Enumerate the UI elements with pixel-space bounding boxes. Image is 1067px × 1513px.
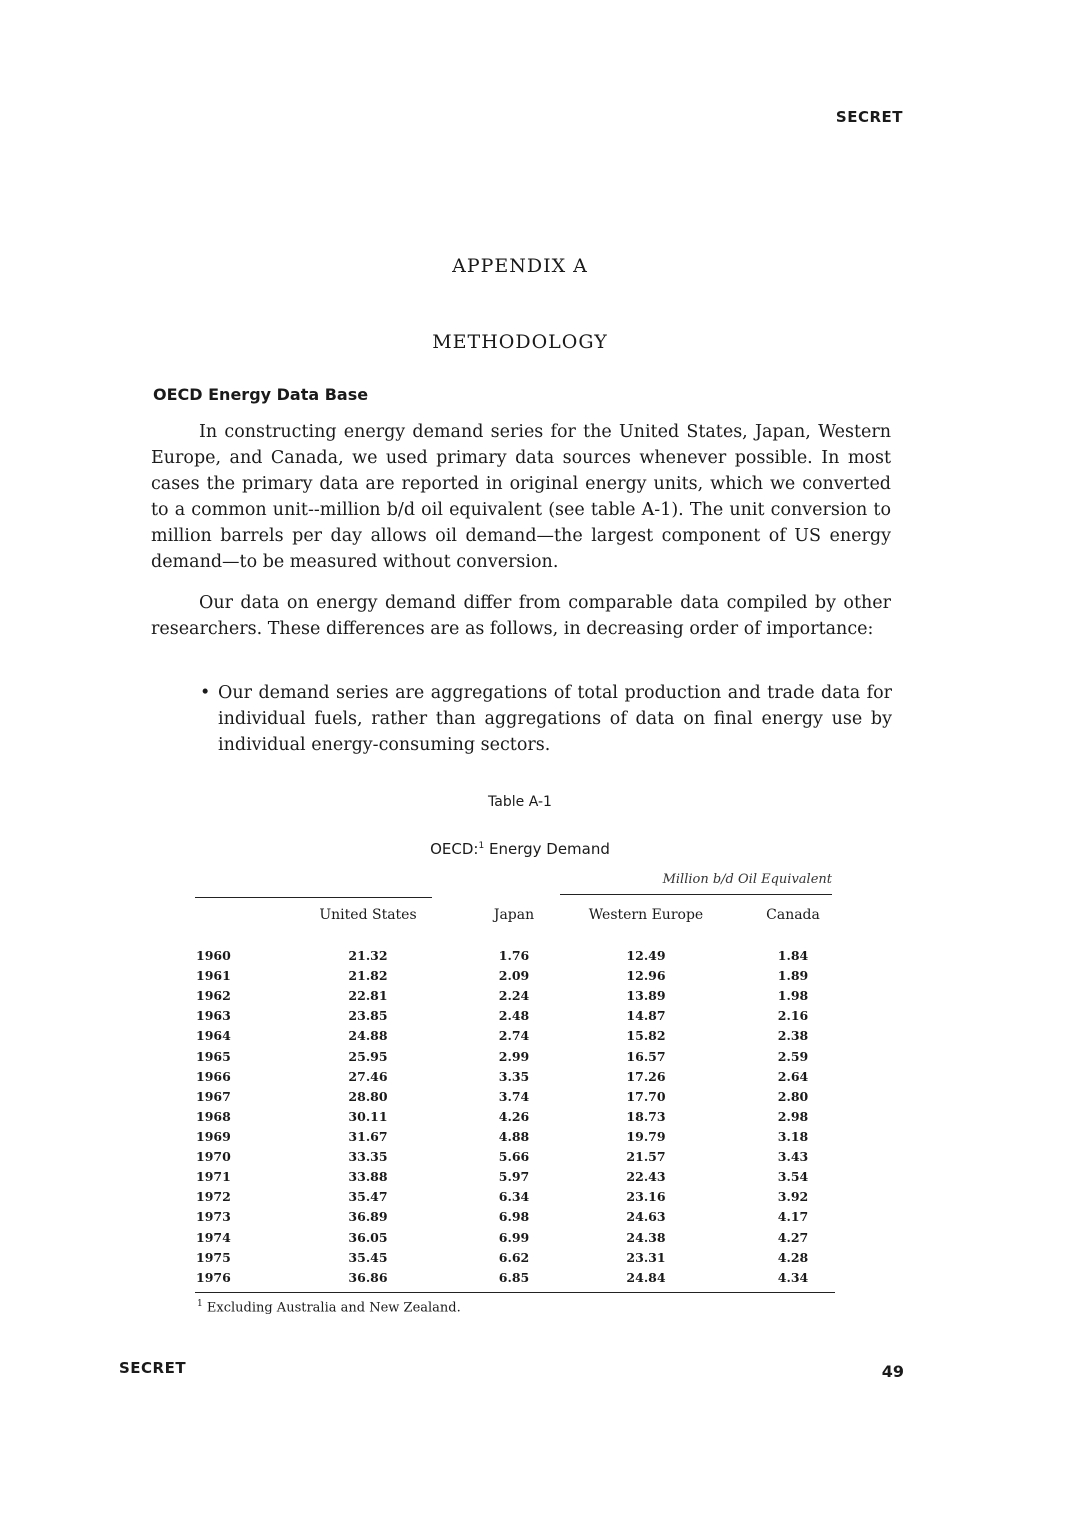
cell-year: 1962 — [196, 988, 231, 1004]
table-row — [190, 1129, 850, 1149]
footnote-mark: 1 — [197, 1299, 203, 1309]
cell-japan: 6.98 — [498, 1209, 530, 1225]
cell-japan: 3.35 — [498, 1068, 530, 1084]
cell-japan: 6.99 — [498, 1229, 530, 1245]
table-row — [190, 1089, 850, 1109]
cell-japan: 5.97 — [498, 1169, 530, 1185]
table-row — [190, 1230, 850, 1250]
cell-japan: 6.62 — [498, 1249, 530, 1265]
table-body — [190, 948, 850, 1290]
cell-japan: 1.76 — [498, 948, 530, 963]
table-row — [190, 1069, 850, 1089]
header-classification: SECRET — [835, 108, 903, 126]
table-header — [190, 907, 850, 927]
cell-united-states: 22.81 — [348, 988, 388, 1004]
cell-western-europe: 24.38 — [626, 1229, 666, 1245]
cell-united-states: 31.67 — [348, 1128, 388, 1144]
cell-japan: 2.09 — [498, 968, 530, 984]
cell-united-states: 28.80 — [348, 1088, 388, 1104]
cell-western-europe: 19.79 — [626, 1128, 666, 1144]
cell-canada: 2.38 — [777, 1028, 809, 1044]
column-header-canada: Canada — [766, 907, 820, 923]
cell-united-states: 21.32 — [348, 948, 388, 963]
cell-japan: 6.85 — [498, 1269, 530, 1285]
cell-western-europe: 18.73 — [626, 1108, 666, 1124]
cell-canada: 4.27 — [777, 1229, 809, 1245]
cell-canada: 2.59 — [777, 1048, 809, 1064]
table-title-note: 1 — [478, 841, 485, 851]
cell-united-states: 30.11 — [348, 1108, 388, 1124]
cell-japan: 5.66 — [498, 1149, 530, 1165]
cell-canada: 3.54 — [777, 1169, 809, 1185]
cell-united-states: 23.85 — [348, 1008, 388, 1024]
cell-western-europe: 22.43 — [626, 1169, 666, 1185]
cell-western-europe: 14.87 — [626, 1008, 666, 1024]
table-row — [190, 948, 850, 968]
table-bottom-rule — [195, 1292, 835, 1293]
paragraph-1: In constructing energy demand series for the United States, Japan, Western Europe, and Canada, we used primary data sources whenever possible. In most cases the primary data are reported in original energy units, which we converted to a common unit--million b/d oil equivalent (see table A-1). The unit conversion to million barrels per day allows oil demand—the largest component of US energy demand—to be measured without conversion. — [151, 422, 891, 572]
cell-year: 1971 — [196, 1169, 231, 1185]
table-units: Million b/d Oil Equivalent — [662, 872, 832, 887]
cell-western-europe: 23.16 — [626, 1189, 666, 1205]
bullet-mark-icon: • — [200, 683, 211, 703]
appendix-title: APPENDIX A — [452, 255, 588, 277]
cell-japan: 3.74 — [498, 1088, 530, 1104]
cell-western-europe: 17.26 — [626, 1068, 666, 1084]
table-title-main: OECD: — [430, 840, 479, 858]
table-row — [190, 1049, 850, 1069]
footer-classification: SECRET — [119, 1359, 187, 1377]
cell-year: 1960 — [196, 948, 231, 963]
cell-western-europe: 23.31 — [626, 1249, 666, 1265]
cell-year: 1972 — [196, 1189, 231, 1205]
cell-japan: 2.74 — [498, 1028, 530, 1044]
cell-canada: 4.28 — [777, 1249, 809, 1265]
cell-united-states: 35.47 — [348, 1189, 388, 1205]
table-row — [190, 1209, 850, 1229]
cell-japan: 2.99 — [498, 1048, 530, 1064]
cell-year: 1961 — [196, 968, 231, 984]
section-title: METHODOLOGY — [432, 331, 608, 353]
column-header-united-states: United States — [319, 907, 417, 923]
cell-western-europe: 12.96 — [626, 968, 666, 984]
column-header-japan: Japan — [493, 907, 535, 923]
table-footnote — [197, 1299, 461, 1315]
cell-year: 1969 — [196, 1128, 231, 1144]
cell-united-states: 33.88 — [348, 1169, 388, 1185]
cell-western-europe: 16.57 — [626, 1048, 666, 1064]
bullet-text: Our demand series are aggregations of total production and trade data for individual fuels, rather than aggregations of data on final energy use by individual energy-consuming sectors. — [218, 683, 892, 755]
bullet-item — [200, 680, 892, 758]
cell-western-europe: 13.89 — [626, 988, 666, 1004]
cell-japan: 6.34 — [498, 1189, 530, 1205]
cell-canada: 4.17 — [777, 1209, 809, 1225]
footnote-text: Excluding Australia and New Zealand. — [202, 1300, 461, 1316]
table-row — [190, 1008, 850, 1028]
table-label: Table A-1 — [488, 794, 552, 810]
cell-united-states: 36.89 — [348, 1209, 388, 1225]
column-header-western-europe: Western Europe — [588, 907, 704, 923]
cell-united-states: 21.82 — [348, 968, 388, 984]
table-row — [190, 1189, 850, 1209]
cell-western-europe: 17.70 — [626, 1088, 666, 1104]
cell-western-europe: 21.57 — [626, 1149, 666, 1165]
cell-western-europe: 12.49 — [626, 948, 666, 963]
cell-year: 1973 — [196, 1209, 231, 1225]
cell-canada: 4.34 — [777, 1269, 809, 1285]
cell-canada: 2.98 — [777, 1108, 809, 1124]
cell-canada: 2.16 — [777, 1008, 809, 1024]
page-number: 49 — [881, 1362, 904, 1381]
cell-japan: 2.48 — [498, 1008, 530, 1024]
table-row — [190, 1109, 850, 1129]
table-row — [190, 1028, 850, 1048]
cell-united-states: 33.35 — [348, 1149, 388, 1165]
cell-year: 1964 — [196, 1028, 231, 1044]
cell-canada: 1.89 — [777, 968, 809, 984]
cell-year: 1968 — [196, 1108, 231, 1124]
cell-canada: 3.92 — [777, 1189, 809, 1205]
cell-united-states: 35.45 — [348, 1249, 388, 1265]
units-rule — [560, 894, 832, 895]
cell-canada: 2.64 — [777, 1068, 809, 1084]
cell-year: 1976 — [196, 1269, 231, 1285]
table-title — [0, 840, 1040, 858]
table-row — [190, 1169, 850, 1189]
cell-united-states: 36.86 — [348, 1269, 388, 1285]
cell-united-states: 24.88 — [348, 1028, 388, 1044]
cell-year: 1963 — [196, 1008, 231, 1024]
table-title-rest: Energy Demand — [484, 840, 610, 858]
cell-canada: 1.84 — [777, 948, 809, 963]
cell-canada: 1.98 — [777, 988, 809, 1004]
cell-year: 1970 — [196, 1149, 231, 1165]
cell-japan: 2.24 — [498, 988, 530, 1004]
cell-united-states: 36.05 — [348, 1229, 388, 1245]
table-top-rule — [195, 897, 432, 898]
cell-year: 1966 — [196, 1068, 231, 1084]
cell-year: 1967 — [196, 1088, 231, 1104]
cell-canada: 3.43 — [777, 1149, 809, 1165]
paragraph-2: Our data on energy demand differ from comparable data compiled by other researchers. These differences are as follows, in decreasing order of importance: — [151, 593, 891, 639]
cell-year: 1974 — [196, 1229, 231, 1245]
table-row — [190, 968, 850, 988]
cell-canada: 3.18 — [777, 1128, 809, 1144]
cell-western-europe: 24.63 — [626, 1209, 666, 1225]
cell-united-states: 27.46 — [348, 1068, 388, 1084]
cell-japan: 4.88 — [498, 1128, 530, 1144]
cell-year: 1975 — [196, 1249, 231, 1265]
table-row — [190, 1270, 850, 1290]
cell-canada: 2.80 — [777, 1088, 809, 1104]
table-row — [190, 1149, 850, 1169]
cell-japan: 4.26 — [498, 1108, 530, 1124]
table-row — [190, 1250, 850, 1270]
cell-year: 1965 — [196, 1048, 231, 1064]
cell-western-europe: 15.82 — [626, 1028, 666, 1044]
cell-united-states: 25.95 — [348, 1048, 388, 1064]
table-row — [190, 988, 850, 1008]
cell-western-europe: 24.84 — [626, 1269, 666, 1285]
subheading: OECD Energy Data Base — [153, 385, 369, 404]
